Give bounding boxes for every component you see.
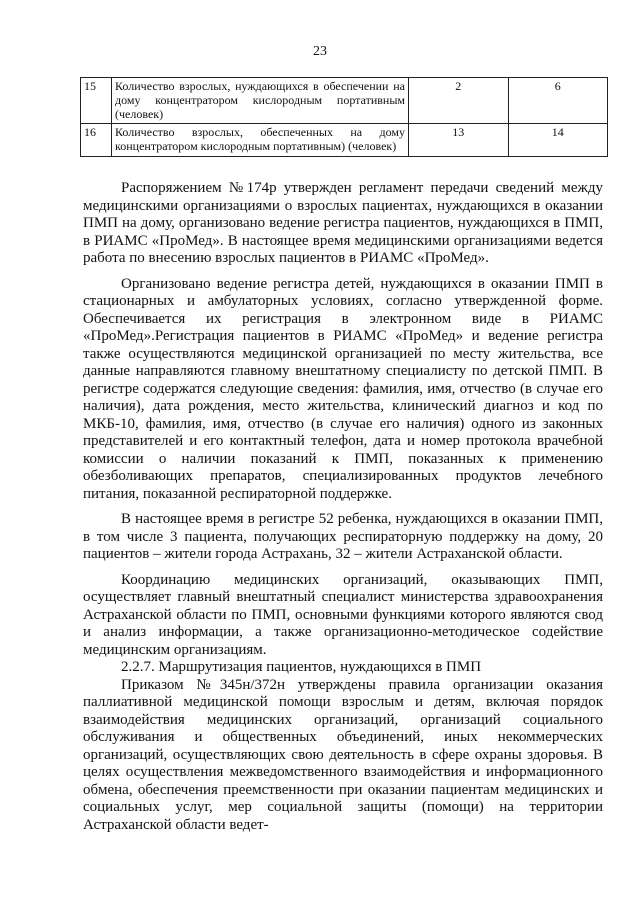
- paragraph: Приказом №345н/372н утверждены правила организации оказания паллиативной медицинской помощи взрослым и детям, включая порядок взаимодействия медицинских организаций, организаций социального обслуживания и общественных объединений, иных некоммерческих организаций, осуществляющих свою деятельность в сфере охраны здоровья. В целях осуществления межведомственного взаимодействия и информационного обмена, обеспечения преемственности при оказании пациентам медицинских и социальных услуг, мер социальной защиты (помощи) на территории Астраханской области ведет-: [83, 676, 603, 833]
- row-value-2: 6: [508, 78, 608, 124]
- row-value-2: 14: [508, 124, 608, 157]
- table-row: [81, 124, 608, 157]
- body-text: [83, 180, 603, 834]
- row-number: 15: [81, 78, 112, 124]
- row-description: Количество взрослых, нуждающихся в обеспечении на дому концентратором кислородным портативным (человек): [112, 78, 409, 124]
- page-number: 23: [313, 44, 327, 59]
- row-value-1: 13: [409, 124, 509, 157]
- row-value-1: 2: [409, 78, 509, 124]
- paragraph: В настоящее время в регистре 52 ребенка, нуждающихся в оказании ПМП, в том числе 3 пациента, получающих респираторную поддержку на дому, 20 пациентов – жители города Астрахань, 32 – жители Астраханской области.: [83, 511, 603, 562]
- paragraph: Координацию медицинских организаций, оказывающих ПМП, осуществляет главный внештатный специалист министерства здравоохранения Астраханской области по ПМП, основными функциями которого являются свод и анализ информации, а также организационно-методическое содействие медицинским организациям.: [83, 571, 603, 658]
- table-row: [81, 78, 608, 124]
- paragraph: Распоряжением №174р утвержден регламент передачи сведений между медицинскими организациями о взрослых пациентах, нуждающихся в оказании ПМП на дому, организовано ведение регистра пациентов, нуждающихся в ПМП, в РИАМС «ПроМед». В настоящее время медицинскими организациями ведется работа по внесению взрослых пациентов в РИАМС «ПроМед».: [83, 180, 603, 266]
- section-heading: 2.2.7. Маршрутизация пациентов, нуждающихся в ПМП: [121, 659, 482, 675]
- data-table: [80, 77, 608, 157]
- row-number: 16: [81, 124, 112, 157]
- paragraph: Организовано ведение регистра детей, нуждающихся в оказании ПМП в стационарных и амбулаторных условиях, согласно утвержденной форме. Обеспечивается их регистрация в электронном виде в РИАМС «ПроМед».Регистрация пациентов в РИАМС «ПроМед» и ведение регистра также осуществляются медицинской организацией по месту жительства, все данные направляются главному внештатному специалисту по детской ПМП. В регистре содержатся следующие сведения: фамилия, имя, отчество (в случае его наличия), дата рождения, место жительства, клинический диагноз и код по МКБ-10, фамилия, имя, отчество (в случае его наличия) одного из законных представителей и его контактный телефон, дата и номер протокола врачебной комиссии о наличии показаний к ПМП, показанных к применению обезболивающих препаратов, специализированных продуктов лечебного питания, показанной респираторной поддержке.: [83, 275, 603, 502]
- row-description: Количество взрослых, обеспеченных на дому концентратором кислородным портативным) (человек): [112, 124, 409, 157]
